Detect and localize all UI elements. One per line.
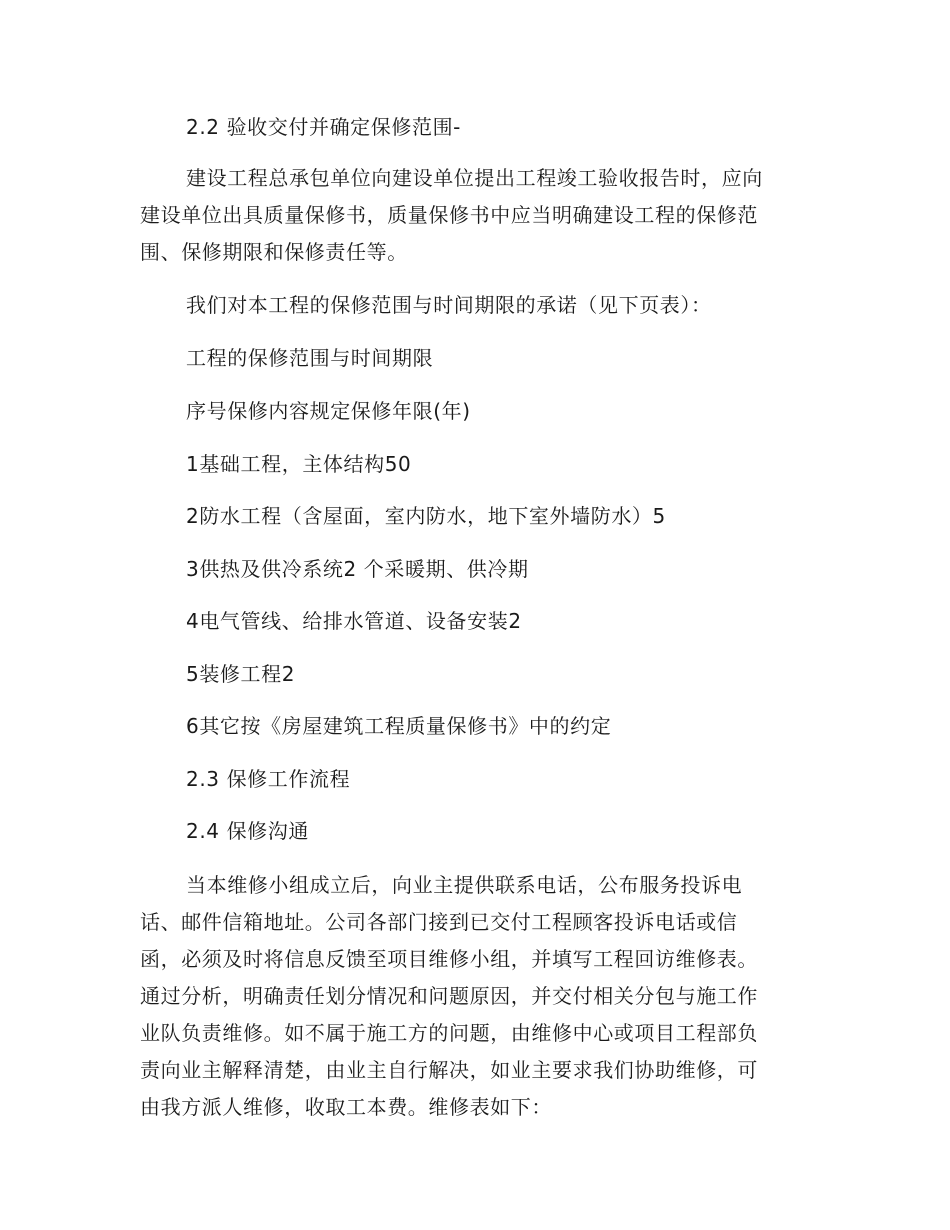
paragraph-line: 由我方派人维修，收取工本费。维修表如下： (140, 1095, 552, 1119)
paragraph-warranty-certificate (140, 160, 800, 271)
table-title: 工程的保修范围与时间期限 (186, 346, 434, 370)
paragraph-line: 函，必须及时将信息反馈至项目维修小组，并填写工程回访维修表。 (140, 947, 758, 971)
paragraph-line: 业队负责维修。如不属于施工方的问题，由维修中心或项目工程部负 (140, 1021, 758, 1045)
table-row: 1基础工程，主体结构50 (186, 452, 412, 476)
paragraph-line: 通过分析，明确责任划分情况和问题原因，并交付相关分包与施工作 (140, 984, 758, 1008)
table-row: 3供热及供冷系统2 个采暖期、供冷期 (186, 557, 529, 581)
table-row: 6其它按《房屋建筑工程质量保修书》中的约定 (186, 714, 612, 738)
paragraph-line: 围、保修期限和保修责任等。 (140, 240, 408, 264)
paragraph-line: 话、邮件信箱地址。公司各部门接到已交付工程顾客投诉电话或信 (140, 910, 738, 934)
table-row: 2防水工程（含屋面，室内防水，地下室外墙防水）5 (186, 504, 666, 528)
table-header: 序号保修内容规定保修年限(年) (186, 399, 471, 423)
section-2-2-heading: 2.2 验收交付并确定保修范围- (186, 115, 461, 139)
commitment-text: 我们对本工程的保修范围与时间期限的承诺（见下页表）： (186, 293, 712, 317)
paragraph-line: 当本维修小组成立后，向业主提供联系电话，公布服务投诉电 (186, 873, 743, 897)
section-2-4-heading: 2.4 保修沟通 (186, 819, 309, 843)
paragraph-line: 建设单位出具质量保修书，质量保修书中应当明确建设工程的保修范 (140, 203, 758, 227)
paragraph-line: 责向业主解释清楚，由业主自行解决，如业主要求我们协助维修，可 (140, 1058, 758, 1082)
section-2-3-heading: 2.3 保修工作流程 (186, 767, 351, 791)
paragraph-line: 建设工程总承包单位向建设单位提出工程竣工验收报告时，应向 (186, 166, 763, 190)
table-row: 5装修工程2 (186, 662, 296, 686)
paragraph-communication (140, 867, 800, 1126)
table-row: 4电气管线、给排水管道、设备安装2 (186, 609, 522, 633)
